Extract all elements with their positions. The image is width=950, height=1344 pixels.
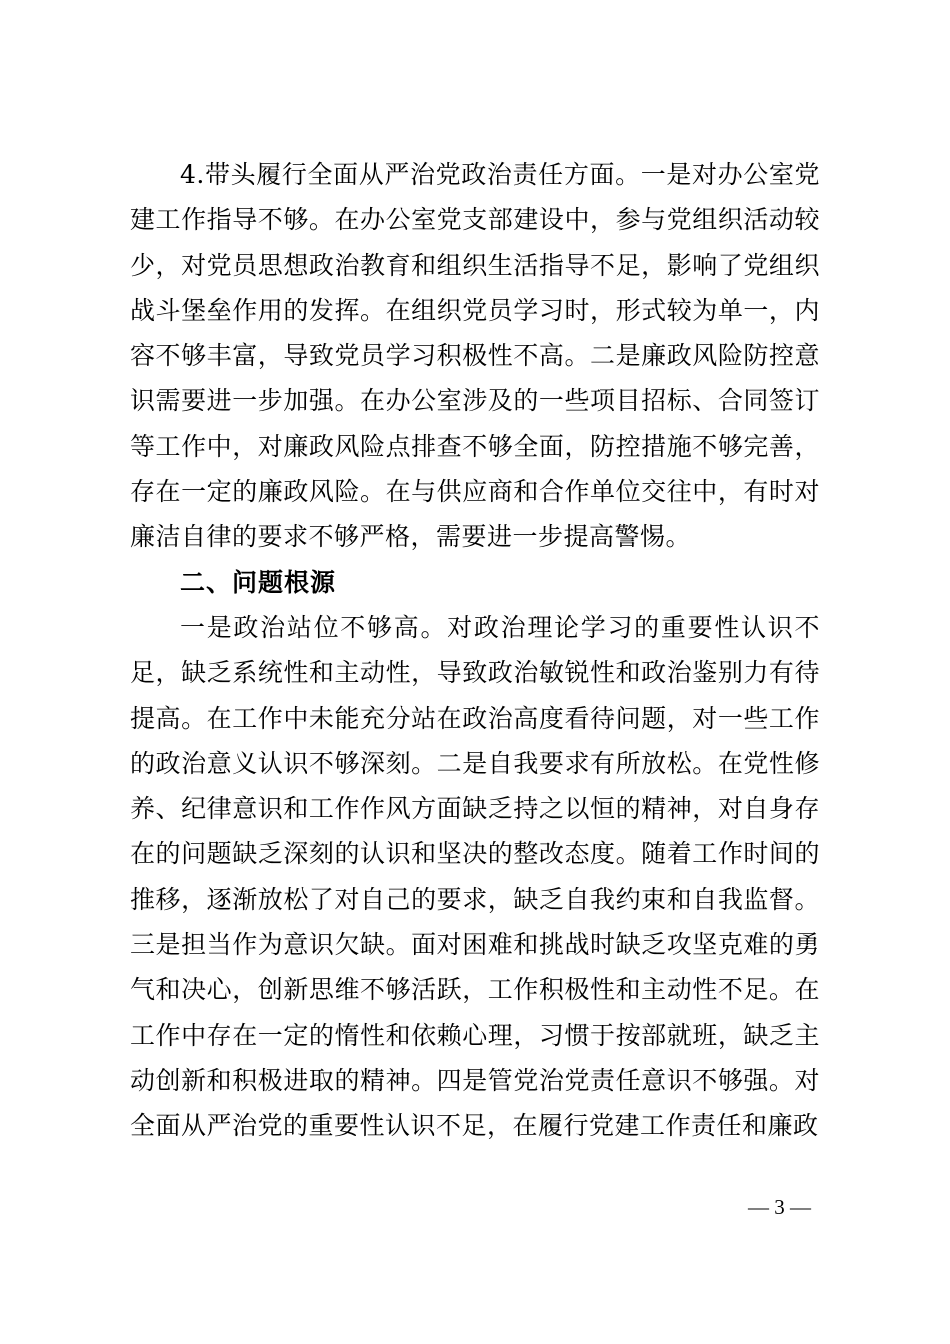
page-number: — 3 — (748, 1195, 811, 1219)
document-body (130, 152, 820, 1149)
section-heading: 二、问题根源 (180, 567, 337, 597)
paragraph-problem-roots: 一是政治站位不够高。对政治理论学习的重要性认识不足，缺乏系统性和主动性，导致政治敏锐性和政治鉴别力有待提高。在工作中未能充分站在政治高度看待问题，对一些工作的政治意义认识不够深刻。二是自我要求有所放松。在党性修养、纪律意识和工作作风方面缺乏持之以恒的精神，对自身存在的问题缺乏深刻的认识和坚决的整改态度。随着工作时间的推移，逐渐放松了对自己的要求，缺乏自我约束和自我监督。三是担当作为意识欠缺。面对困难和挑战时缺乏攻坚克难的勇气和决心，创新思维不够活跃，工作积极性和主动性不足。在工作中存在一定的惰性和依赖心理，习惯于按部就班，缺乏主动创新和积极进取的精神。四是管党治党责任意识不够强。对全面从严治党的重要性认识不足，在履行党建工作责任和廉政 (130, 612, 820, 1141)
paragraph-party-responsibility: 4.带头履行全面从严治党政治责任方面。一是对办公室党建工作指导不够。在办公室党支部建设中，参与党组织活动较少，对党员思想政治教育和组织生活指导不足，影响了党组织战斗堡垒作用的发挥。在组织党员学习时，形式较为单一，内容不够丰富，导致党员学习积极性不高。二是廉政风险防控意识需要进一步加强。在办公室涉及的一些项目招标、合同签订等工作中，对廉政风险点排查不够全面，防控措施不够完善，存在一定的廉政风险。在与供应商和合作单位交往中，有时对廉洁自律的要求不够严格，需要进一步提高警惕。 (130, 160, 820, 552)
